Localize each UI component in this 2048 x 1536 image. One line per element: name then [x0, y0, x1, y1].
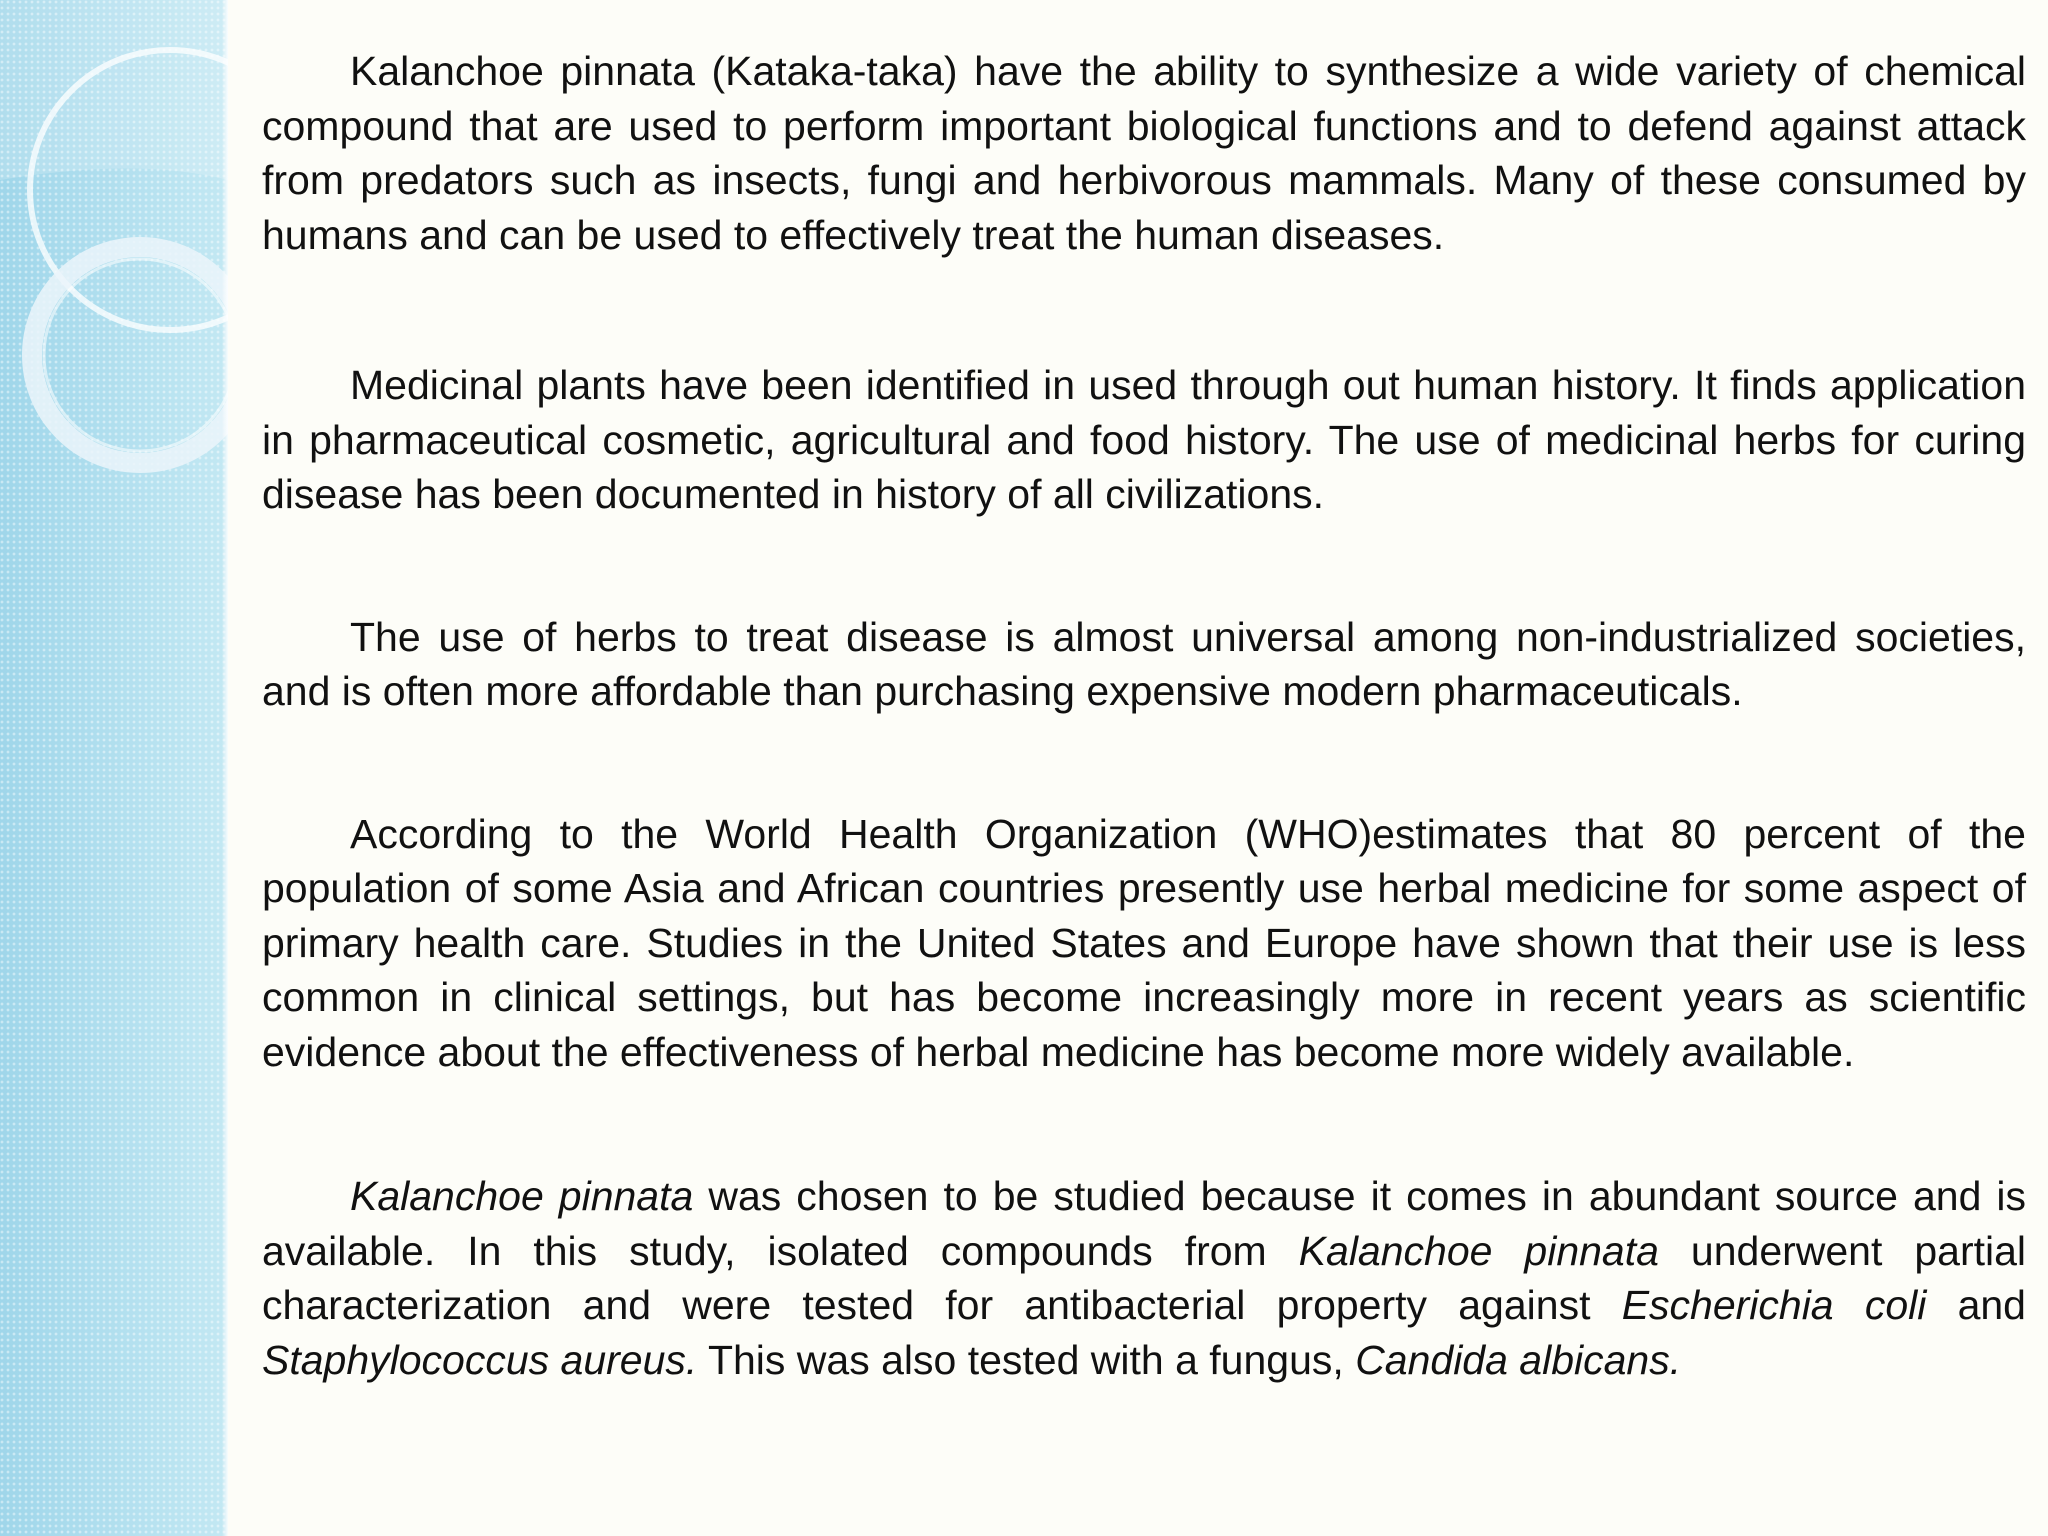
decorative-sidebar	[0, 0, 228, 1536]
text-segment: was chosen to be studied because it comes in abundant source and is available. In this study, isolated compounds from	[262, 1173, 2026, 1274]
text-segment: underwent partial characterization and were tested for antibacterial property against	[262, 1227, 2027, 1328]
decorative-rings-graphic	[0, 0, 228, 1536]
paragraph-herb-use: The use of herbs to treat disease is almost universal among non-industrialized societies, and is often more affordable than purchasing expensive modern pharmaceuticals.	[262, 613, 2026, 714]
paragraph-who-estimate: According to the World Health Organization (WHO)estimates that 80 percent of the population of some Asia and African countries presently use herbal medicine for some aspect of primary health care. Studies in the United States and Europe have shown that their use is less common in clinical settings, but has become increasingly more in recent years as scientific evidence about the effectiveness of herbal medicine has become more widely available.	[262, 810, 2026, 1075]
text-segment: This was also tested with a fungus,	[697, 1336, 1356, 1383]
species-name: Kalanchoe pinnata	[350, 1173, 694, 1219]
paragraph-study-rationale	[262, 1169, 2026, 1387]
paragraph-kalanchoe-intro: Kalanchoe pinnata (Kataka-taka) have the ability to synthesize a wide variety of chemical compound that are used to perform important biological functions and to defend against attack from predators such as insects, fungi and herbivorous mammals. Many of these consumed by humans and can be used to effectively treat the human diseases.	[262, 48, 2026, 258]
paragraph-medicinal-plants: Medicinal plants have been identified in used through out human history. It finds application in pharmaceutical cosmetic, agricultural and food history. The use of medicinal herbs for curing disease has been documented in history of all civilizations.	[262, 362, 2026, 517]
species-name: Escherichia coli	[1621, 1282, 1927, 1328]
species-name: Staphylococcus aureus.	[262, 1336, 698, 1383]
species-name: Kalanchoe pinnata	[1298, 1227, 1659, 1274]
slide-text-content	[262, 44, 2026, 1387]
sidebar-edge	[222, 0, 228, 1536]
text-segment: and	[1926, 1282, 2026, 1328]
decorative-inner-ring	[44, 259, 228, 451]
species-name: Candida albicans.	[1355, 1336, 1682, 1383]
